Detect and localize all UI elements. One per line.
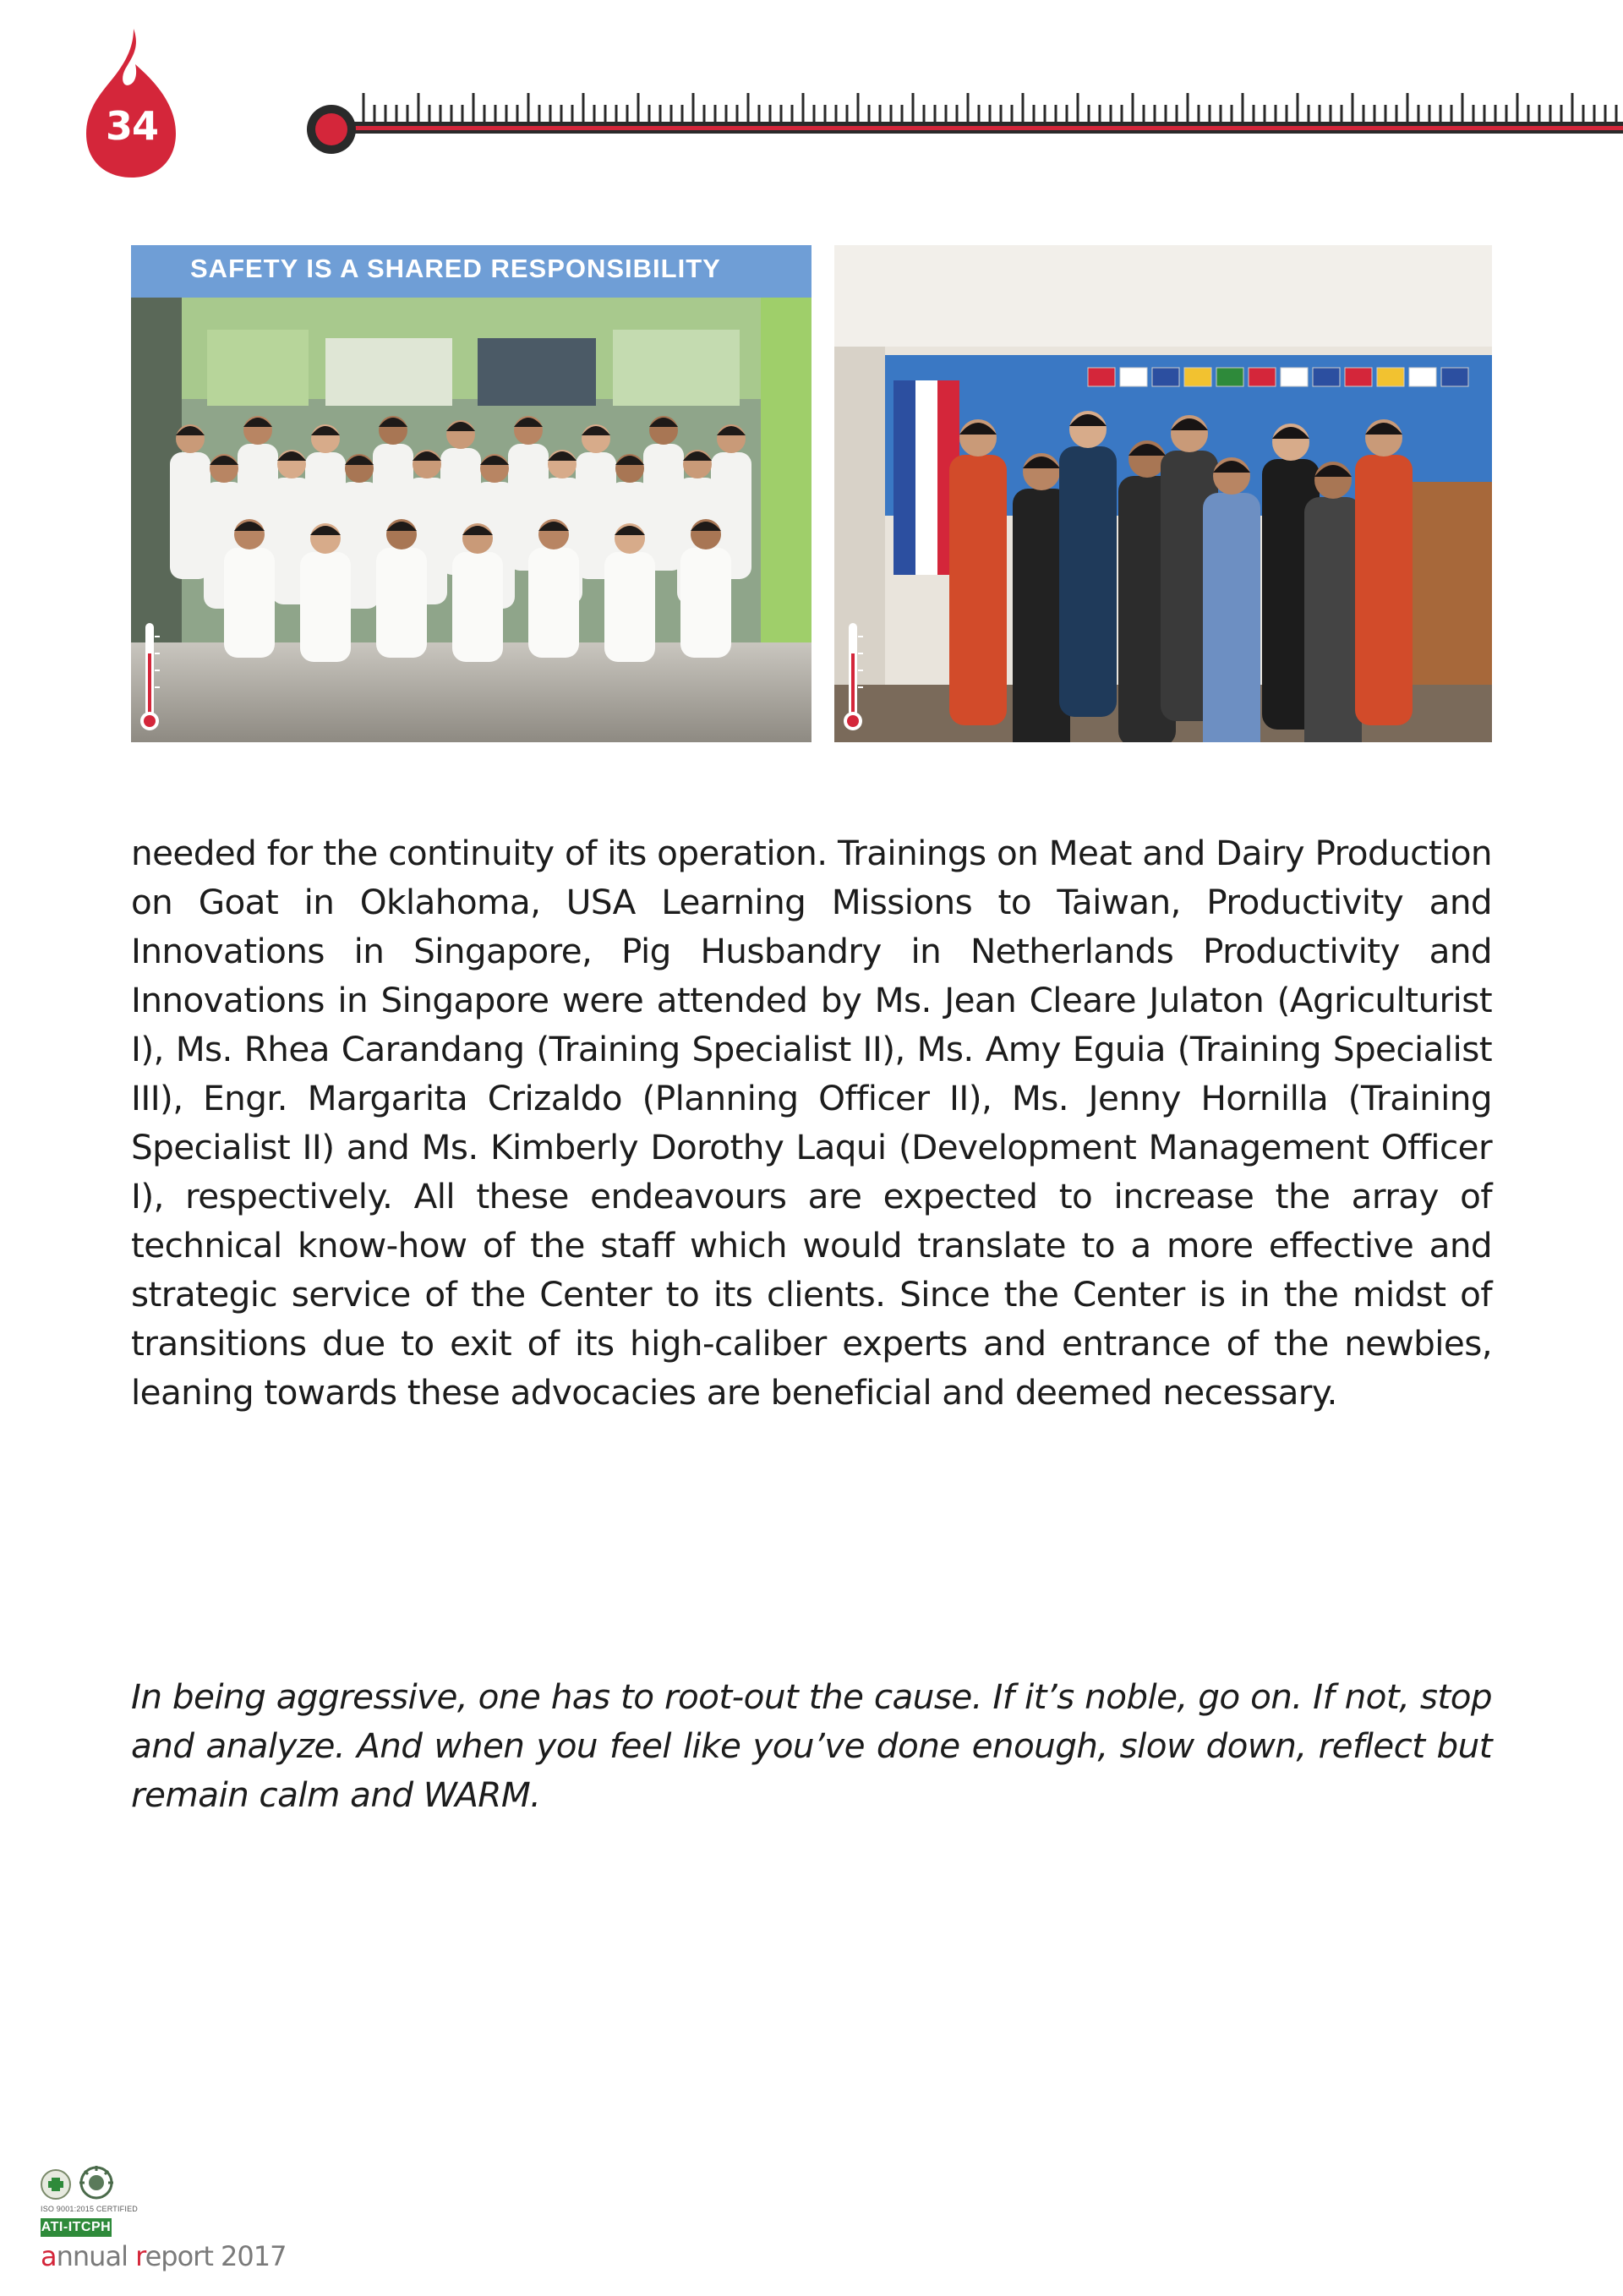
banner-text: SAFETY IS A SHARED RESPONSIBILITY — [190, 254, 721, 283]
body-paragraph: needed for the continuity of its operation. Trainings on Meat and Dairy Production on Goat in Oklahoma, USA Learning Missions to Taiwan, Productivity and Innovations in Singapore, Pig Husbandry in Netherlands Productivity and Innovations in Singapore were attended by Ms. Jean Cleare Julaton (Agriculturist I), Ms. Rhea Carandang (Training Specialist II), Ms. Amy Eguia (Training Specialist III), Engr. Margarita Crizaldo (Planning Officer II), Ms. Jenny Hornilla (Training Specialist II) and Ms. Kimberly Dorothy Laqui (Development Management Officer I), respectively. All these endeavours are expected to increase the array of technical know-how of the staff which would translate to a more effective and strategic service of the Center to its clients. Since the Center is in the midst of transitions due to exit of its high-caliber experts and entrance of the newbies, leaning towards these advocacies are beneficial and deemed necessary. — [131, 833, 1492, 1413]
org-label: ATI-ITCPH — [41, 2218, 112, 2237]
page-number: 34 — [105, 103, 158, 149]
report-word-2: eport 2017 — [145, 2240, 287, 2272]
report-label — [41, 2240, 286, 2272]
thermometer-icon — [138, 620, 161, 734]
report-letter-a: a — [41, 2240, 57, 2272]
iso-certified-label: ISO 9001:2015 CERTIFIED — [41, 2205, 138, 2213]
thermometer-icon — [841, 620, 865, 734]
closing-quote: In being aggressive, one has to root-out the cause. If it’s noble, go on. If not, stop and analyze. And when you feel like you’ve done enough, slow down, reflect but remain calm and WARM. — [131, 1676, 1492, 1815]
report-word-1: nnual — [56, 2240, 136, 2272]
ruler-graphic — [296, 85, 1623, 161]
report-letter-r: r — [135, 2240, 145, 2272]
photo-lab-group — [131, 245, 812, 742]
photo-flags-group — [834, 245, 1492, 742]
